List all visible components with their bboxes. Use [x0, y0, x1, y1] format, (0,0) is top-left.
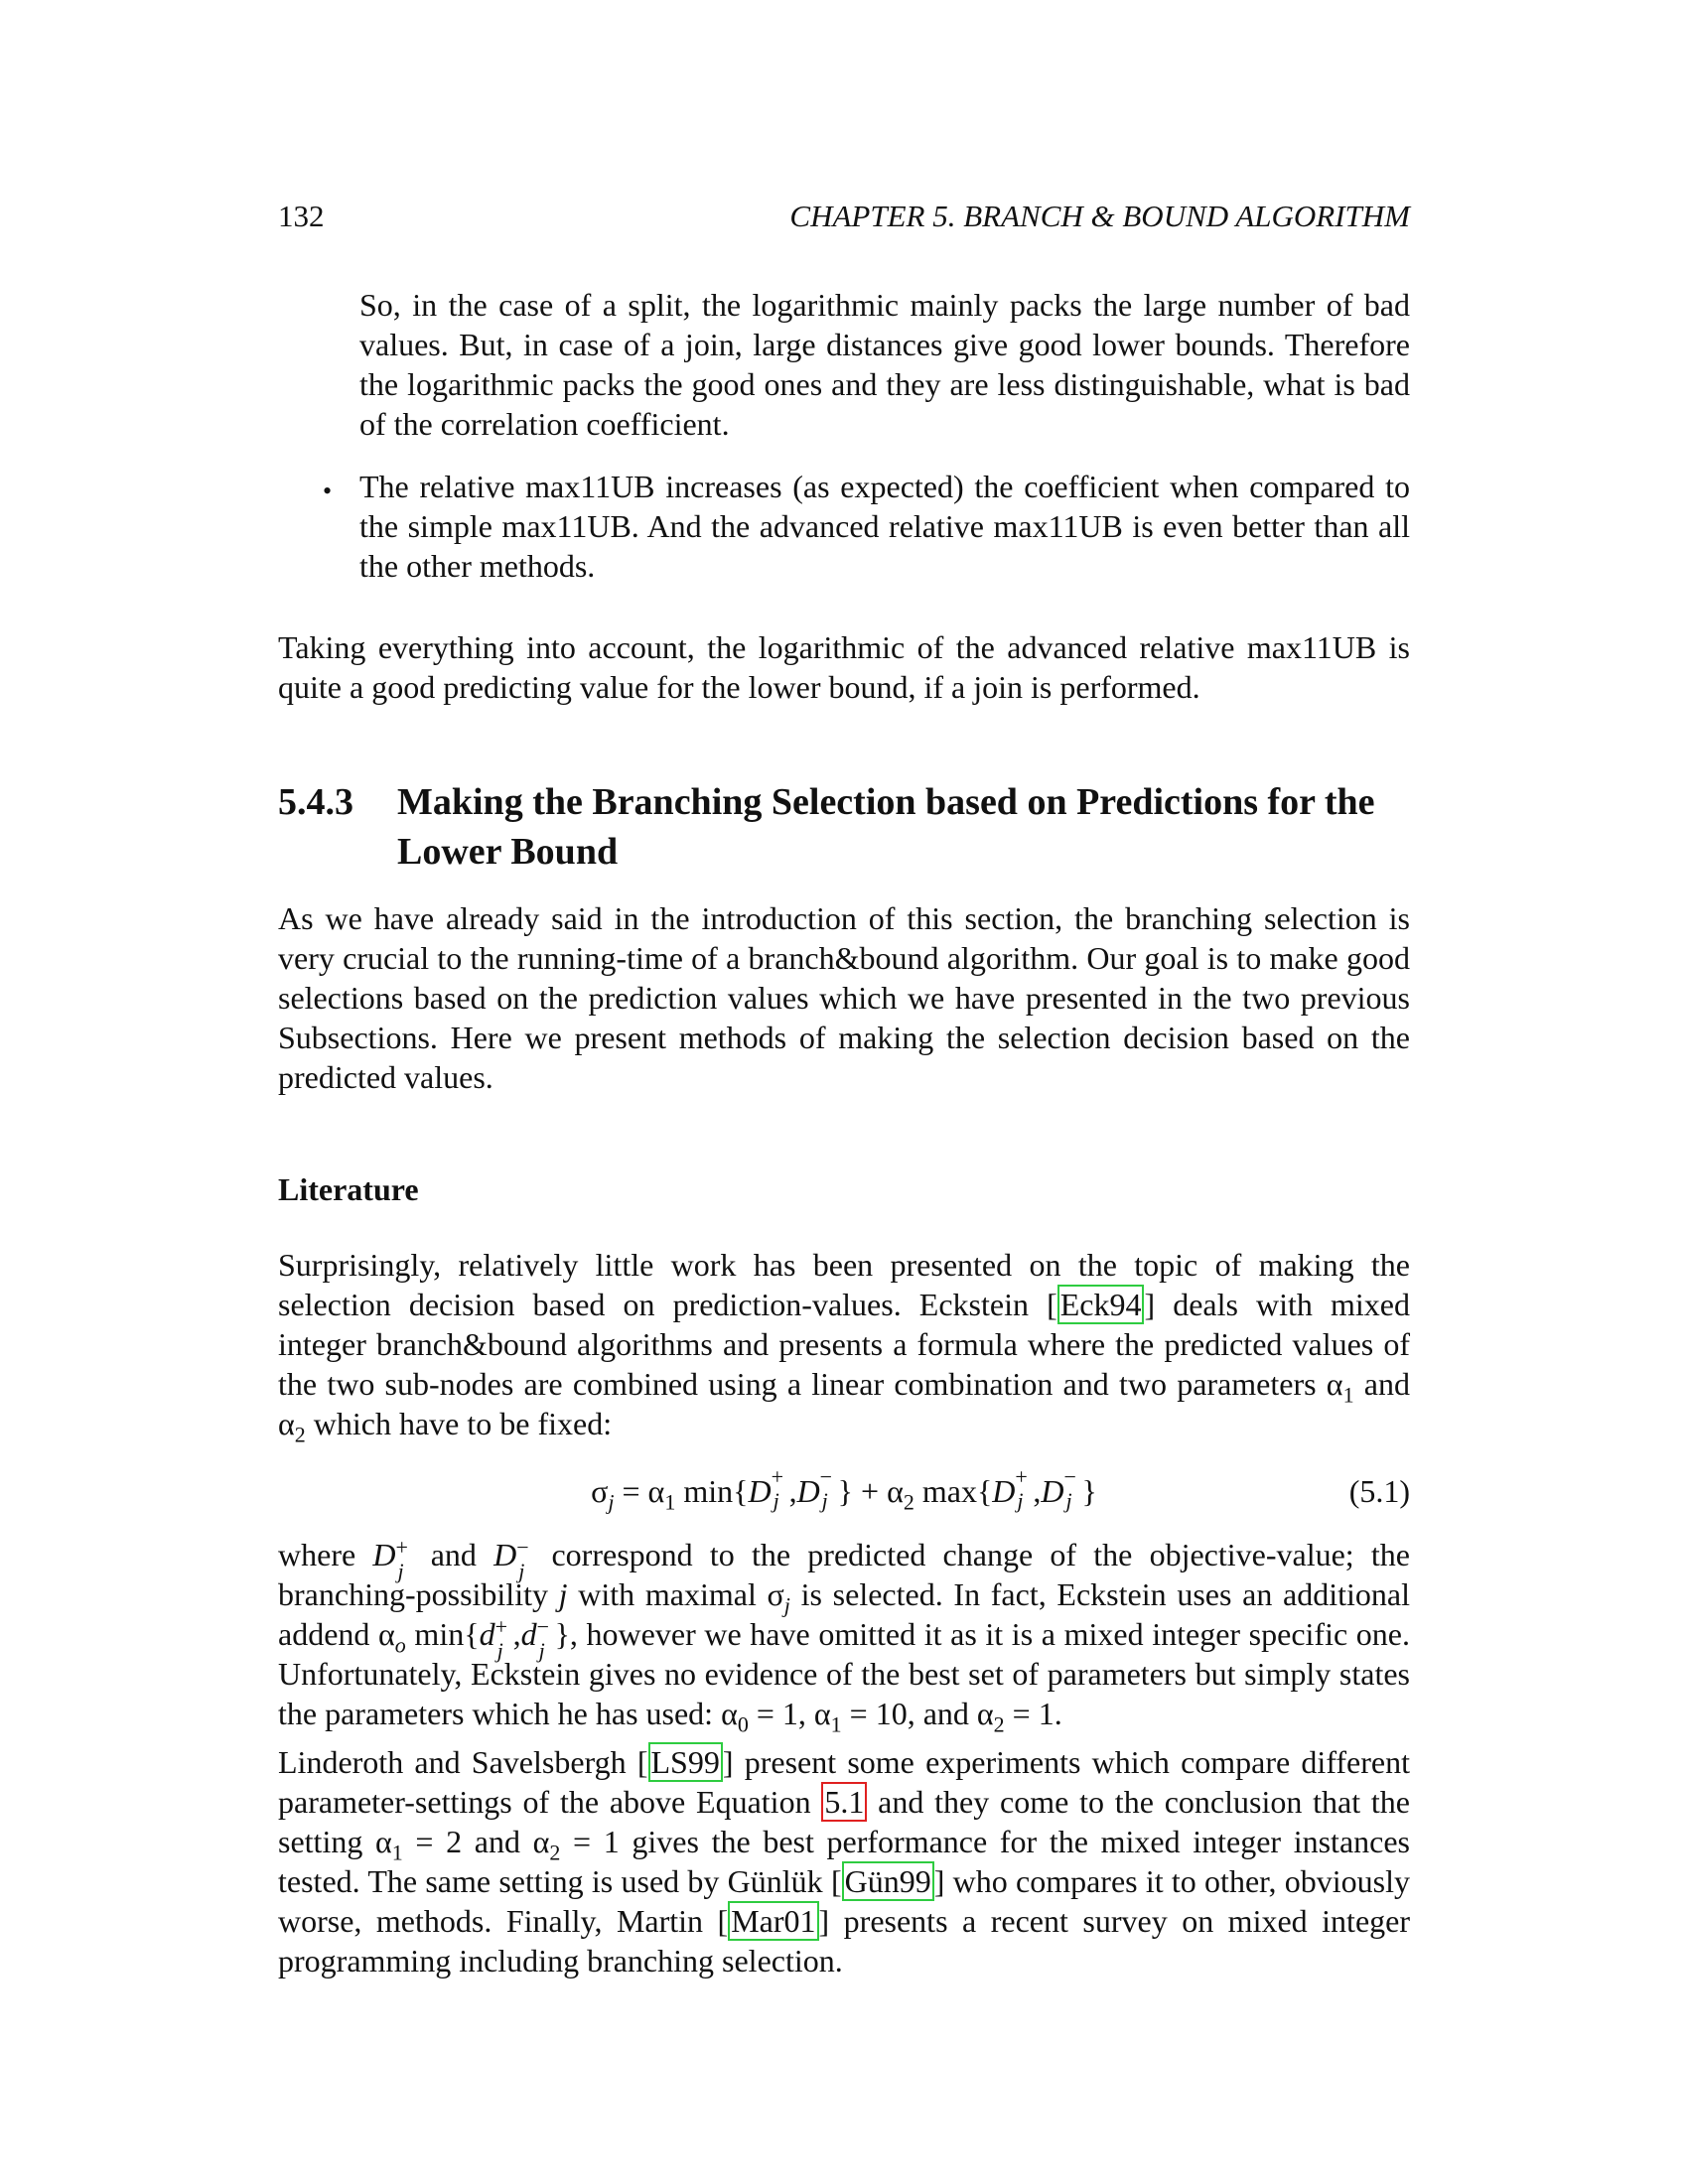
subsection-heading: Literature — [278, 1171, 419, 1207]
equation — [278, 1464, 1410, 1517]
where-paragraph: where D + j and D − j correspond to the predicted change of the objective-value; the branching-possibility j with maximal $\sigma_j$ is selected. In fact, Eckstein uses an additional addend $\alpha_o$ min{d + j ,d − j }, however we have omitted it as it is a mixed integer specific one. Unfortunately, Eckstein gives no evidence of the best set of parameters but simply states the parameters which he has used: $\alpha_0 = 1$, $\alpha_1 = 10$, and $\alpha_2 = 1$. — [278, 1535, 1410, 1737]
bullet-text: The relative max11UB increases (as expected) the coefficient when compared to the simple max11UB. And the advanced relative max11UB is even better than all the other methods. — [359, 469, 1410, 584]
intro-paragraph: So, in the case of a split, the logarithmic mainly packs the large number of bad values. But, in case of a join, large distances give good lower bounds. Therefore the logarithmic packs the good ones and they are less distinguishable, what is bad of the correlation coefficient. — [359, 287, 1410, 442]
citation-link[interactable]: LS99 — [648, 1742, 723, 1782]
equation-link[interactable]: 5.1 — [821, 1782, 867, 1822]
citation-link[interactable]: Mar01 — [728, 1901, 818, 1941]
section-title: Making the Branching Selection based on Predictions for the Lower Bound — [397, 781, 1375, 873]
equation-number: (5.1) — [1348, 1473, 1410, 1509]
section-number: 5.4.3 — [278, 781, 353, 823]
page-number: 132 — [278, 199, 325, 233]
final-paragraph: Linderoth and Savelsbergh [LS99] present some experiments which compare different parameter-settings of the above Equation 5.1 and they come to the conclusion that the setting $\alpha_1 = 2$ and $\alpha_2 = 1$ gives the best performance for the mixed integer instances tested. The same setting is used by Günlük [Gün99] who compares it to other, obviously worse, methods. Finally, Martin [Mar01] presents a recent survey on mixed integer programming including branching selection. — [278, 1744, 1411, 1979]
citation-link[interactable]: Gün99 — [842, 1861, 934, 1901]
equation-body: $\sigma_j = \alpha_1$ min{D + j ,D − j } + $\alpha_2$ max{D + j ,D − j } — [591, 1464, 1097, 1515]
section-paragraph: As we have already said in the introduction of this section, the branching selection is very crucial to the running-time of a branch&bound algorithm. Our goal is to make good selections based on the prediction values which we have presented in the two previous Subsections. Here we present methods of making the selection decision based on the predicted values. — [278, 900, 1410, 1095]
chapter-header: CHAPTER 5. BRANCH & BOUND ALGORITHM — [789, 199, 1410, 233]
citation-link[interactable]: Eck94 — [1057, 1285, 1145, 1324]
bullet-icon: • — [323, 477, 333, 505]
summary-paragraph: Taking everything into account, the logarithmic of the advanced relative max11UB is quite a good predicting value for the lower bound, if a join is performed. — [278, 629, 1410, 705]
section-heading — [278, 777, 1410, 877]
literature-paragraph: Surprisingly, relatively little work has been presented on the topic of making the selection decision based on prediction-values. Eckstein [Eck94] deals with mixed integer branch&bound algorithms and presents a formula where the predicted values of the two sub-nodes are combined using a linear combination and two parameters $\alpha_1$ and $\alpha_2$ which have to be fixed: — [278, 1247, 1411, 1447]
